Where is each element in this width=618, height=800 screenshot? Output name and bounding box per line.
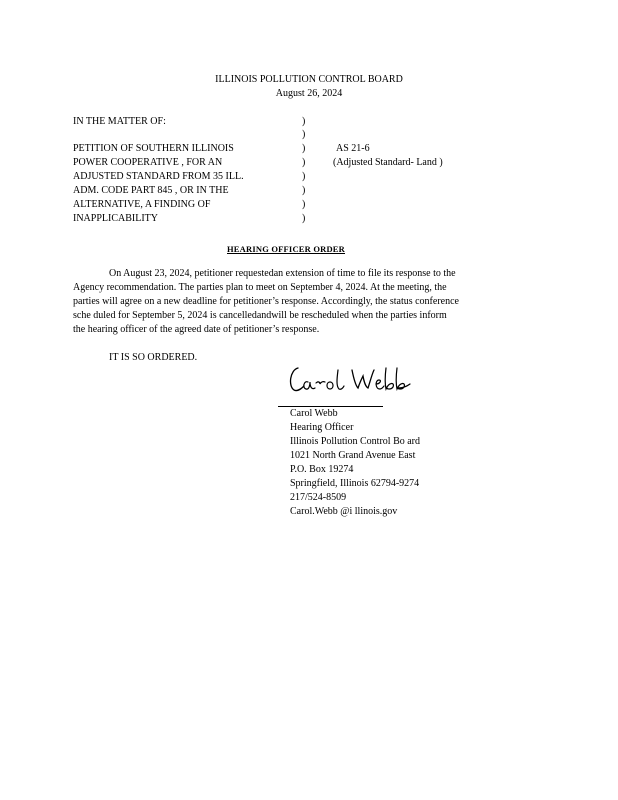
order-title: HEARING OFFICER ORDER: [227, 244, 346, 254]
board-name: ILLINOIS POLLUTION CONTROL BOARD: [215, 74, 403, 85]
case-type: (Adjusted Standard- Land ): [333, 157, 443, 168]
paren: ): [302, 129, 306, 140]
body-line: the hearing officer of the agreed date of petitioner’s response.: [73, 324, 320, 335]
signer-city: Springfield, Illinois 62794-9274: [290, 478, 420, 489]
caption-line: PETITION OF SOUTHERN ILLINOIS: [73, 143, 234, 154]
paren: ): [302, 199, 306, 210]
signer-street: 1021 North Grand Avenue East: [290, 450, 416, 461]
paren: ): [302, 143, 306, 154]
so-ordered: IT IS SO ORDERED.: [109, 352, 198, 363]
in-the-matter: IN THE MATTER OF:: [73, 116, 166, 127]
signer-email[interactable]: Carol.Webb @i llinois.gov: [290, 506, 398, 517]
signer-phone: 217/524-8509: [290, 492, 347, 503]
caption-line: POWER COOPERATIVE , FOR AN: [73, 157, 223, 168]
paren: ): [302, 171, 306, 182]
signer-org: Illinois Pollution Control Bo ard: [290, 436, 421, 447]
caption-line: ADM. CODE PART 845 , OR IN THE: [73, 185, 229, 196]
paren: ): [302, 213, 306, 224]
body-line: sche duled for September 5, 2024 is cancelledandwill be rescheduled when the parties inform: [73, 310, 447, 321]
caption-line: ALTERNATIVE, A FINDING OF: [73, 199, 211, 210]
paren: ): [302, 185, 306, 196]
order-date: August 26, 2024: [275, 88, 343, 99]
body-line: Agency recommendation. The parties plan to meet on September 4, 2024. At the meeting, the: [73, 282, 447, 293]
case-number: AS 21-6: [336, 143, 370, 154]
caption-line: INAPPLICABILITY: [73, 213, 158, 224]
signer-title: Hearing Officer: [290, 422, 354, 433]
signer-pobox: P.O. Box 19274: [290, 464, 354, 475]
paren: ): [302, 116, 306, 127]
signer-name: Carol Webb: [290, 408, 338, 419]
paren: ): [302, 157, 306, 168]
signature-line: [278, 406, 383, 407]
caption-line: ADJUSTED STANDARD FROM 35 ILL.: [73, 171, 244, 182]
body-line: parties will agree on a new deadline for petitioner’s response. Accordingly, the status conference: [73, 296, 459, 307]
signature-image: [286, 360, 418, 400]
body-line: On August 23, 2024, petitioner requestedan extension of time to file its response to the: [109, 268, 456, 279]
